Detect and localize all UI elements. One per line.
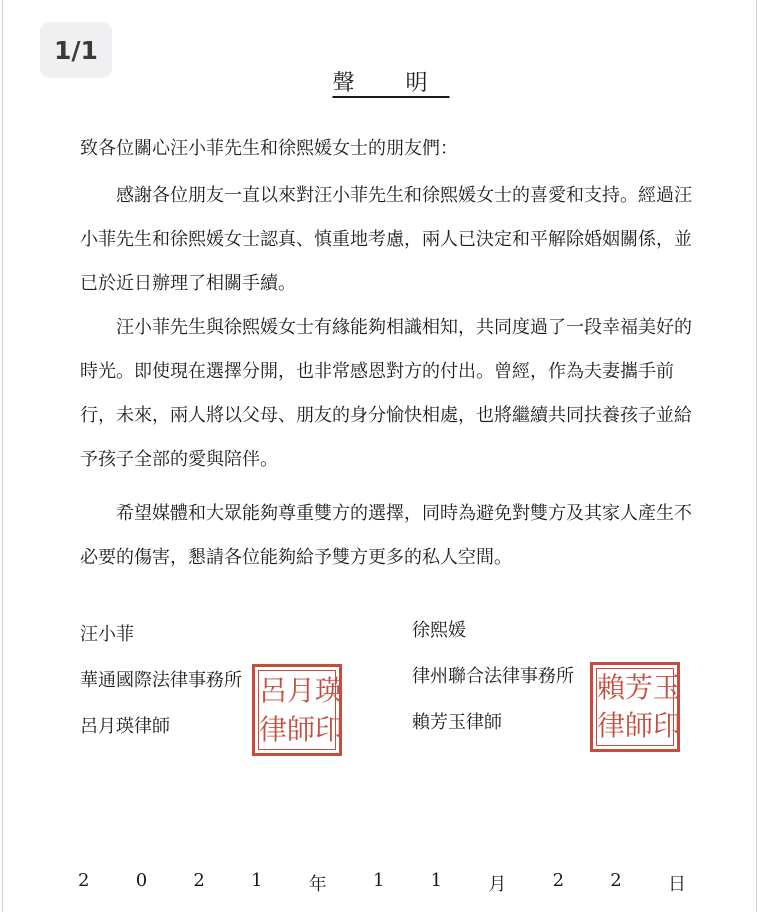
paragraph-line: 予孩子全部的愛與陪伴。	[80, 449, 278, 470]
paragraph-line: 時光。即使現在選擇分開，也非常感恩對方的付出。曾經，作為夫妻攜手前	[80, 361, 674, 382]
document-date	[78, 870, 686, 896]
signature-block-left	[80, 612, 242, 750]
seal-char: 賴	[597, 671, 626, 704]
lawyer-name: 賴芳玉律師	[412, 712, 502, 733]
paragraph-line: 必要的傷害，懇請各位能夠給予雙方更多的私人空間。	[80, 547, 512, 568]
seal-char: 玉	[653, 671, 682, 704]
seal-char: 師	[287, 712, 316, 746]
document-title-text: 聲 明	[332, 71, 450, 96]
date-char: 1	[372, 870, 385, 891]
seal-char: 芳	[625, 671, 654, 704]
seal-char: 呂	[259, 673, 288, 707]
signatory-name: 汪小菲	[80, 624, 134, 645]
seal-char: 印	[653, 709, 682, 742]
date-char: 1	[251, 870, 263, 891]
date-char: 年	[308, 874, 327, 895]
paragraph-line: 已於近日辦理了相關手續。	[80, 273, 296, 294]
paragraph-2	[80, 306, 692, 482]
signature-block-right	[412, 608, 574, 746]
paragraph-line: 汪小菲先生與徐熙媛女士有緣能夠相識相知，共同度過了一段幸福美好的	[116, 317, 692, 338]
document-title	[0, 66, 760, 97]
paragraph-line: 小菲先生和徐熙媛女士認真、慎重地考慮，兩人已決定和平解除婚姻關係，並	[80, 229, 692, 250]
law-firm-name: 華通國際法律事務所	[80, 670, 242, 691]
paragraph-line: 行，未來，兩人將以父母、朋友的身分愉快相處，也將繼續共同扶養孩子並給	[80, 405, 692, 426]
date-char: 2	[193, 870, 205, 891]
paragraph-line: 感謝各位朋友一直以來對汪小菲先生和徐熙媛女士的喜愛和支持。經過汪	[116, 185, 692, 206]
lawyer-seal-right	[590, 662, 680, 752]
seal-char: 印	[315, 712, 344, 746]
salutation: 致各位關心汪小菲先生和徐熙媛女士的朋友們：	[80, 138, 458, 159]
date-char: 2	[78, 870, 90, 891]
date-char: 0	[135, 870, 148, 891]
date-char: 2	[552, 870, 565, 891]
signatory-name: 徐熙媛	[412, 620, 466, 641]
paragraph-line: 希望媒體和大眾能夠尊重雙方的選擇，同時為避免對雙方及其家人產生不	[116, 503, 692, 524]
page-counter-badge[interactable]: 1/1	[40, 22, 112, 78]
lawyer-name: 呂月瑛律師	[80, 716, 170, 737]
seal-char: 月	[287, 673, 316, 707]
date-char: 1	[430, 870, 443, 891]
paragraph-3	[80, 492, 692, 580]
seal-char: 律	[597, 709, 626, 742]
seal-char: 師	[625, 709, 654, 742]
date-char: 月	[488, 874, 507, 895]
seal-char: 瑛	[315, 673, 344, 707]
lawyer-seal-left	[252, 664, 342, 756]
date-char: 2	[610, 870, 622, 891]
paragraph-1	[80, 174, 692, 306]
law-firm-name: 律州聯合法律事務所	[412, 666, 574, 687]
seal-char: 律	[259, 712, 288, 746]
date-char: 日	[667, 874, 686, 895]
